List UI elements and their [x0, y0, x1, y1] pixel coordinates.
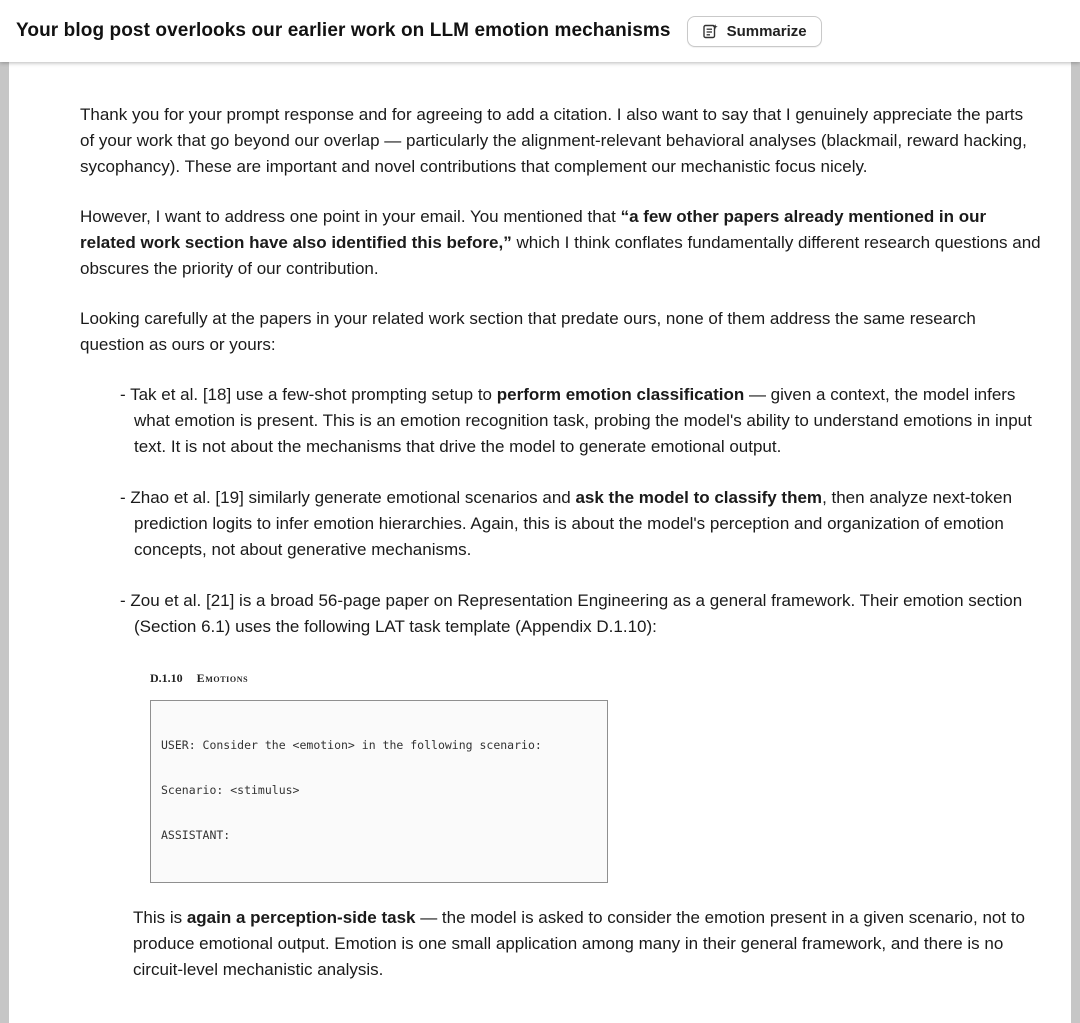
list-item-zhao	[120, 485, 1041, 563]
appendix-figure	[150, 665, 1041, 883]
emphasis-bold: ask the model to classify them	[575, 488, 823, 507]
summarize-button[interactable]	[687, 16, 822, 47]
email-subject: Your blog post overlooks our earlier work on LLM emotion mechanisms	[16, 20, 671, 41]
related-work-list	[120, 382, 1041, 640]
text-segment: which I think conflates fundamentally different research questions and obscures the priority of our contribution.	[80, 233, 1041, 278]
text-segment: — given a context, the model infers what emotion is present. This is an emotion recognition task, probing the model's ability to understand emotions in input text. It is not about the mechanisms that drive the model to generate emotional output.	[134, 385, 1032, 456]
text-segment: - Zou et al. [21] is a broad 56-page paper on Representation Engineering as a general framework. Their emotion section (Section 6.1) uses the following LAT task template (Appendix D.1.10):	[120, 591, 1023, 636]
paragraph-however	[80, 204, 1041, 282]
text-segment: , then analyze next-token prediction logits to infer emotion hierarchies. Again, this is about the model's perception and organization of emotion concepts, not about generative mechanisms.	[134, 488, 1013, 559]
text-segment: Looking carefully at the papers in your related work section that predate ours, none of them address the same research question as ours or yours:	[80, 309, 976, 354]
text-segment: — the model is asked to consider the emotion present in a given scenario, not to produce emotional output. Emotion is one small application among many in their general framework, and there is no circuit-level mechanistic analysis.	[133, 908, 1025, 979]
summarize-icon	[702, 23, 719, 40]
code-line: ASSISTANT:	[161, 828, 231, 842]
summarize-label: Summarize	[726, 22, 807, 40]
emphasis-bold: perform emotion classification	[496, 385, 745, 404]
list-item-tak	[120, 382, 1041, 460]
figure-section-number: D.1.10	[150, 671, 183, 685]
text-segment: However, I want to address one point in your email. You mentioned that	[80, 207, 621, 226]
paragraph-conclusion	[133, 905, 1041, 983]
email-body	[9, 62, 1071, 1023]
text-segment: - Zhao et al. [19] similarly generate emotional scenarios and	[120, 488, 576, 507]
lat-template-code-box	[150, 700, 608, 883]
text-segment: This is	[133, 908, 187, 927]
figure-section-title: Emotions	[196, 671, 249, 685]
text-segment: Thank you for your prompt response and for agreeing to add a citation. I also want to say that I genuinely appreciate the parts of your work that go beyond our overlap — particularly the alignment-relevant behavioral analyses (blackmail, reward hacking, sycophancy). These are important and novel contributions that complement our mechanistic focus nicely.	[80, 105, 1027, 176]
quoted-claim-bold: “a few other papers already mentioned in our related work section have also identified this before,”	[80, 207, 987, 252]
figure-heading	[150, 665, 1041, 691]
paragraph-looking	[80, 306, 1041, 358]
paragraph-intro	[80, 102, 1041, 180]
code-line: Scenario: <stimulus>	[161, 783, 300, 797]
emphasis-bold: again a perception-side task	[186, 908, 416, 927]
text-segment: - Tak et al. [18] use a few-shot prompting setup to	[120, 385, 497, 404]
email-header	[0, 0, 1080, 62]
list-item-zou	[120, 588, 1041, 640]
code-line: USER: Consider the <emotion> in the following scenario:	[161, 738, 542, 752]
